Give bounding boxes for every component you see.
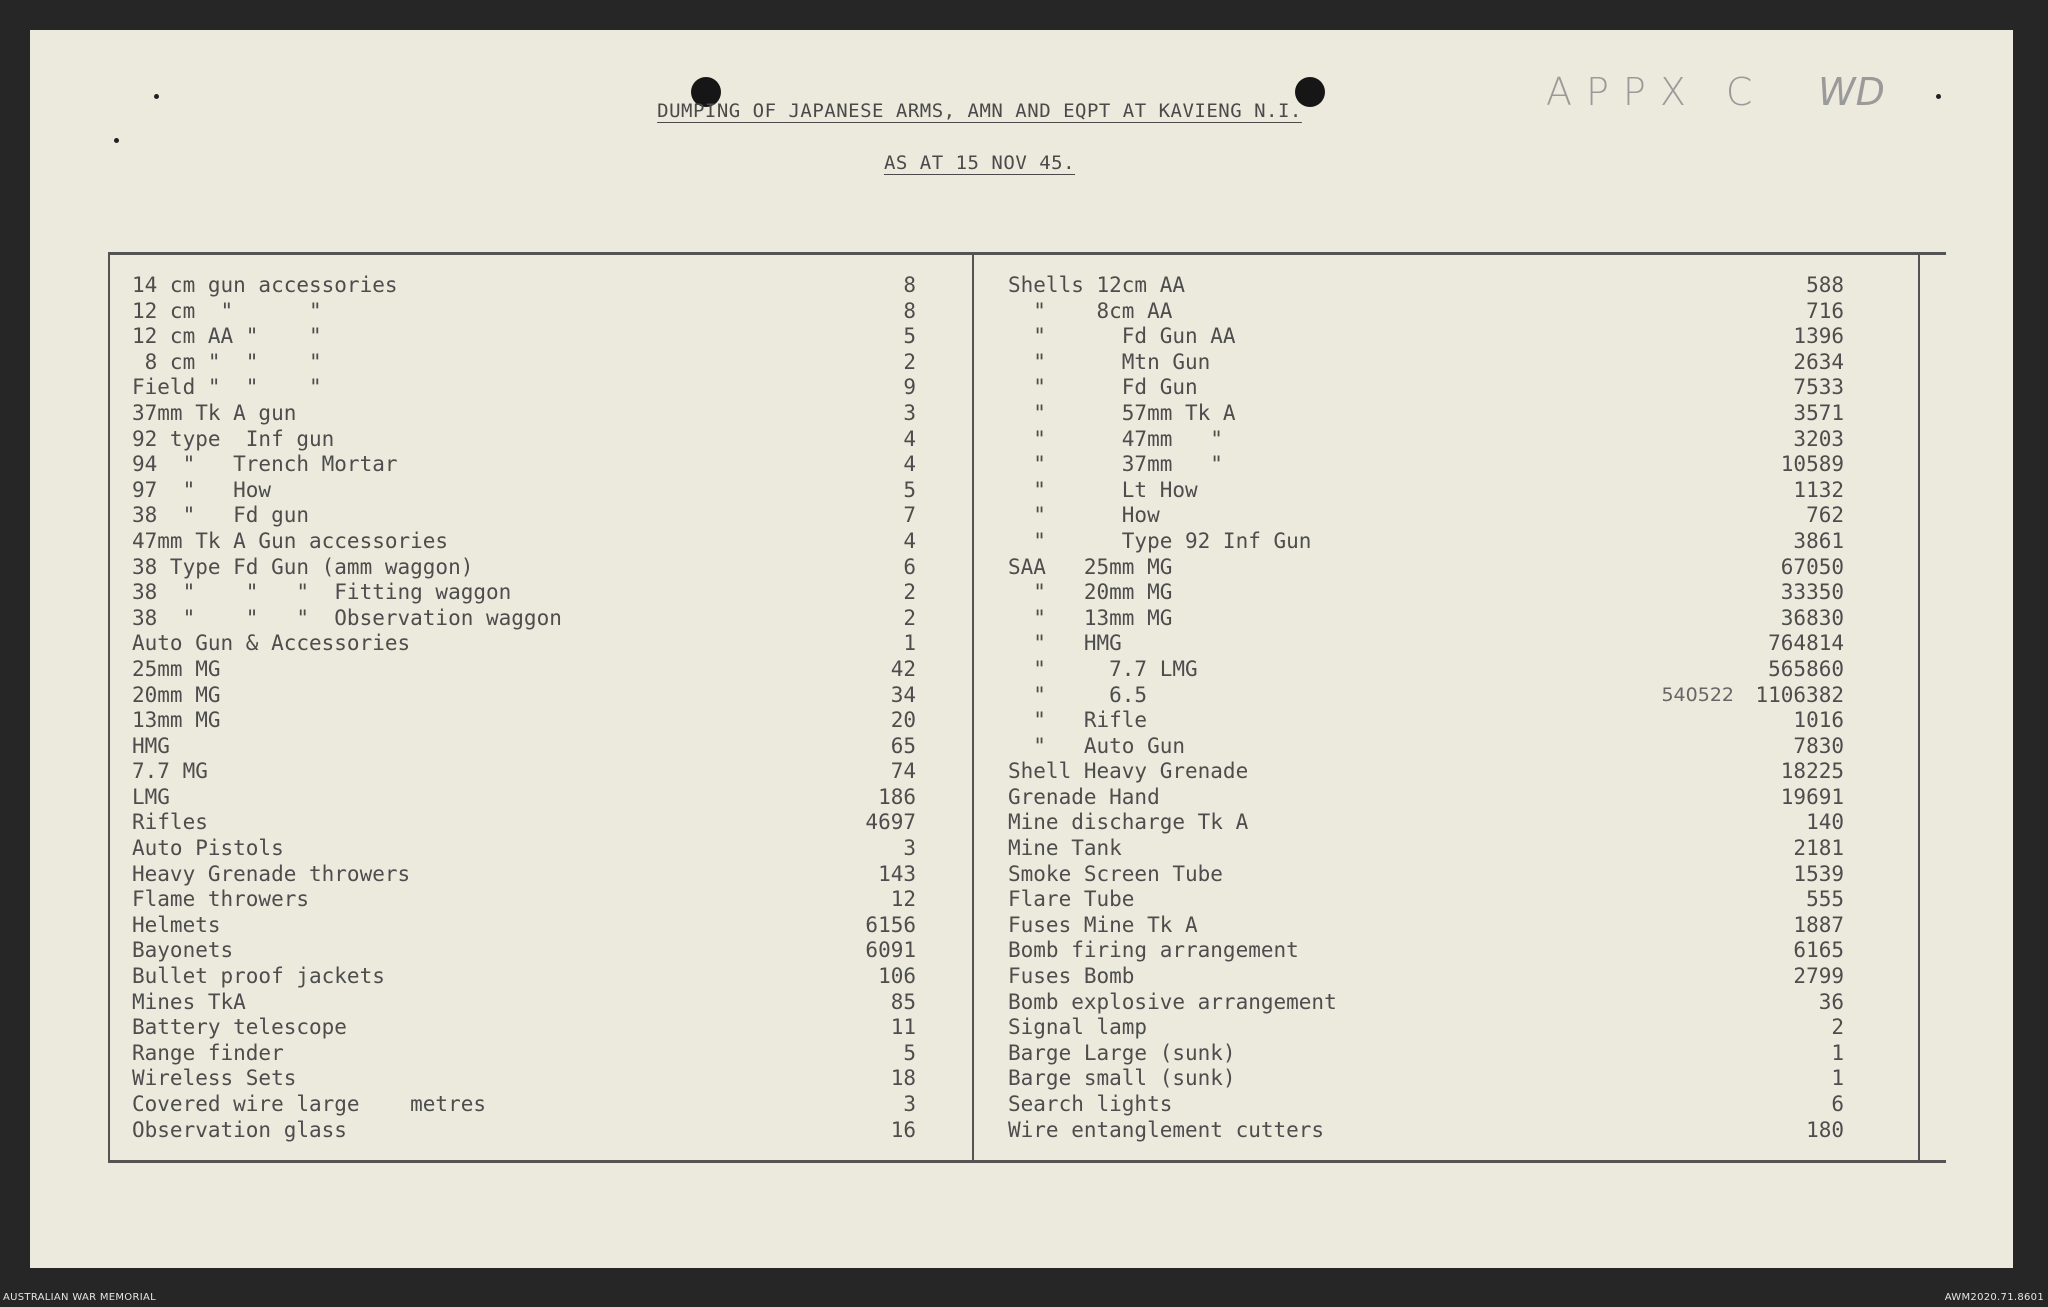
table-row <box>1008 350 1844 376</box>
item-label: 92 type Inf gun <box>132 426 335 451</box>
item-label: Auto Pistols <box>132 836 284 861</box>
item-label: Helmets <box>132 912 221 937</box>
item-label: Flare Tube <box>1008 887 1135 912</box>
column-divider <box>972 255 974 1160</box>
item-label: Field " " " <box>132 375 322 400</box>
table-row <box>132 938 916 964</box>
table-row <box>132 555 916 581</box>
item-label: " 6.5 <box>1008 682 1148 707</box>
table-row <box>132 810 916 836</box>
item-label: " 13mm MG <box>1008 605 1173 630</box>
item-quantity: 565860 <box>1768 656 1844 681</box>
item-label: Bayonets <box>132 938 234 963</box>
table-row <box>1008 631 1844 657</box>
item-label: 37mm Tk A gun <box>132 400 297 425</box>
item-quantity: 1106382 <box>1755 682 1844 707</box>
table-row <box>1008 887 1844 913</box>
item-quantity: 716 <box>1806 298 1844 323</box>
item-quantity: 588 <box>1806 273 1844 297</box>
item-quantity: 12 <box>890 887 916 912</box>
inventory-table <box>108 252 1946 1163</box>
item-label: " 8cm AA <box>1008 298 1173 323</box>
item-quantity: 180 <box>1806 1117 1844 1142</box>
item-label: Mine discharge Tk A <box>1008 810 1249 835</box>
item-label: " HMG <box>1008 631 1122 656</box>
item-label: Mines TkA <box>132 989 246 1014</box>
table-row <box>132 862 916 888</box>
footer-credit: AUSTRALIAN WAR MEMORIAL <box>3 1292 156 1303</box>
item-quantity: 2 <box>903 605 916 630</box>
table-row <box>132 452 916 478</box>
item-label: 12 cm AA " " <box>132 324 322 349</box>
table-row <box>1008 862 1844 888</box>
item-label: 25mm MG <box>132 656 221 681</box>
item-quantity: 2 <box>903 580 916 605</box>
table-row <box>1008 273 1844 299</box>
item-quantity: 762 <box>1806 503 1844 528</box>
ink-dot <box>154 94 159 99</box>
item-label: 14 cm gun accessories <box>132 273 398 297</box>
table-row <box>1008 1092 1844 1118</box>
item-quantity: 9 <box>903 375 916 400</box>
item-label: " 7.7 LMG <box>1008 656 1198 681</box>
item-quantity: 36 <box>1818 989 1844 1014</box>
item-label: Mine Tank <box>1008 836 1122 861</box>
item-label: Fuses Mine Tk A <box>1008 912 1198 937</box>
item-quantity: 1887 <box>1793 912 1844 937</box>
handwritten-correction: 540522 <box>1661 683 1734 706</box>
item-label: Bullet proof jackets <box>132 964 385 989</box>
table-row <box>1008 401 1844 427</box>
item-quantity: 67050 <box>1780 554 1844 579</box>
item-label: Observation glass <box>132 1117 347 1142</box>
item-quantity: 2634 <box>1793 349 1844 374</box>
item-label: 20mm MG <box>132 682 221 707</box>
item-quantity: 6 <box>1831 1092 1844 1116</box>
table-row <box>1008 1066 1844 1092</box>
item-label: " Auto Gun <box>1008 733 1186 758</box>
item-quantity: 140 <box>1806 810 1844 835</box>
item-label: 38 " " " Observation waggon <box>132 605 562 630</box>
table-row <box>132 836 916 862</box>
item-quantity: 10589 <box>1780 452 1844 477</box>
item-quantity: 1396 <box>1793 324 1844 349</box>
table-row <box>132 913 916 939</box>
table-row <box>132 734 916 760</box>
item-label: LMG <box>132 784 170 809</box>
item-label: Wire entanglement cutters <box>1008 1117 1325 1142</box>
item-label: Fuses Bomb <box>1008 964 1135 989</box>
item-quantity: 1 <box>1831 1066 1844 1091</box>
table-row <box>1008 683 1844 709</box>
item-label: Signal lamp <box>1008 1015 1148 1040</box>
item-quantity: 764814 <box>1768 631 1844 656</box>
item-quantity: 5 <box>903 477 916 502</box>
table-row <box>132 1015 916 1041</box>
item-quantity: 2181 <box>1793 836 1844 861</box>
item-quantity: 2799 <box>1793 964 1844 989</box>
item-label: 13mm MG <box>132 708 221 733</box>
item-label: 8 cm " " " <box>132 349 322 374</box>
wd-annotation: WD <box>1818 70 1885 114</box>
table-row <box>1008 990 1844 1016</box>
table-row <box>1008 964 1844 990</box>
item-quantity: 3 <box>903 1092 916 1116</box>
table-row <box>132 580 916 606</box>
item-quantity: 3203 <box>1793 426 1844 451</box>
item-quantity: 5 <box>903 1040 916 1065</box>
item-quantity: 7 <box>903 503 916 528</box>
table-row <box>132 759 916 785</box>
item-label: Shell Heavy Grenade <box>1008 759 1249 784</box>
item-quantity: 106 <box>878 964 916 989</box>
item-label: Rifles <box>132 810 208 835</box>
item-quantity: 2 <box>903 349 916 374</box>
appendix-annotation: APPX C <box>1546 70 1767 114</box>
item-quantity: 36830 <box>1780 605 1844 630</box>
item-quantity: 6091 <box>865 938 916 963</box>
table-row <box>132 631 916 657</box>
item-quantity: 74 <box>890 759 916 784</box>
item-label: 94 " Trench Mortar <box>132 452 398 477</box>
table-row <box>132 478 916 504</box>
item-quantity: 5 <box>903 324 916 349</box>
item-quantity: 3571 <box>1793 400 1844 425</box>
item-label: " How <box>1008 503 1160 528</box>
item-label: HMG <box>132 733 170 758</box>
item-label: " Fd Gun AA <box>1008 324 1236 349</box>
table-row <box>132 324 916 350</box>
table-row <box>1008 1015 1844 1041</box>
table-row <box>132 708 916 734</box>
table-row <box>132 606 916 632</box>
table-row <box>132 273 916 299</box>
item-quantity: 7533 <box>1793 375 1844 400</box>
item-quantity: 3 <box>903 400 916 425</box>
item-label: " Rifle <box>1008 708 1148 733</box>
item-quantity: 4697 <box>865 810 916 835</box>
item-quantity: 4 <box>903 426 916 451</box>
table-row <box>132 964 916 990</box>
ink-dot <box>1936 94 1941 99</box>
table-row <box>132 375 916 401</box>
item-label: Range finder <box>132 1040 284 1065</box>
table-row <box>1008 529 1844 555</box>
item-label: 97 " How <box>132 477 272 502</box>
table-row <box>132 1118 916 1144</box>
left-border <box>108 255 110 1160</box>
table-row <box>132 785 916 811</box>
item-quantity: 7830 <box>1793 733 1844 758</box>
left-column <box>132 273 916 1143</box>
item-label: 47mm Tk A Gun accessories <box>132 528 449 553</box>
item-label: " 37mm " <box>1008 452 1223 477</box>
item-quantity: 1016 <box>1793 708 1844 733</box>
item-label: " 20mm MG <box>1008 580 1173 605</box>
item-label: " 57mm Tk A <box>1008 400 1236 425</box>
item-label: Flame throwers <box>132 887 310 912</box>
table-row <box>1008 836 1844 862</box>
document-title: DUMPING OF JAPANESE ARMS, AMN AND EQPT AT KAVIENG N.I. <box>657 100 1302 122</box>
item-quantity: 33350 <box>1780 580 1844 605</box>
item-label: " Lt How <box>1008 477 1198 502</box>
ink-dot <box>114 138 119 143</box>
item-quantity: 4 <box>903 528 916 553</box>
table-row <box>132 1066 916 1092</box>
table-row <box>1008 375 1844 401</box>
item-label: " Fd Gun <box>1008 375 1198 400</box>
item-label: 38 Type Fd Gun (amm waggon) <box>132 554 474 579</box>
item-quantity: 6156 <box>865 912 916 937</box>
item-quantity: 18 <box>890 1066 916 1091</box>
item-label: Barge Large (sunk) <box>1008 1040 1236 1065</box>
item-quantity: 3 <box>903 836 916 861</box>
item-label: Bomb firing arrangement <box>1008 938 1299 963</box>
item-label: " 47mm " <box>1008 426 1223 451</box>
item-quantity: 1132 <box>1793 477 1844 502</box>
table-row <box>132 401 916 427</box>
item-label: Barge small (sunk) <box>1008 1066 1236 1091</box>
item-label: Bomb explosive arrangement <box>1008 989 1337 1014</box>
item-quantity: 1 <box>1831 1040 1844 1065</box>
item-label: Battery telescope <box>132 1015 347 1040</box>
item-label: Smoke Screen Tube <box>1008 861 1223 886</box>
item-quantity: 42 <box>890 656 916 681</box>
table-row <box>1008 478 1844 504</box>
table-row <box>132 427 916 453</box>
item-quantity: 6 <box>903 554 916 579</box>
item-label: 38 " Fd gun <box>132 503 310 528</box>
item-label: 7.7 MG <box>132 759 208 784</box>
item-label: Search lights <box>1008 1092 1173 1116</box>
table-row <box>1008 427 1844 453</box>
item-quantity: 3861 <box>1793 528 1844 553</box>
table-row <box>1008 580 1844 606</box>
item-quantity: 186 <box>878 784 916 809</box>
table-row <box>1008 324 1844 350</box>
item-label: " Mtn Gun <box>1008 349 1211 374</box>
table-row <box>1008 503 1844 529</box>
table-row <box>1008 913 1844 939</box>
table-row <box>132 503 916 529</box>
document-subtitle: AS AT 15 NOV 45. <box>883 152 1076 174</box>
table-row <box>1008 299 1844 325</box>
item-quantity: 8 <box>903 273 916 297</box>
item-quantity: 65 <box>890 733 916 758</box>
item-label: SAA 25mm MG <box>1008 554 1173 579</box>
item-label: Covered wire large metres <box>132 1092 487 1116</box>
item-label: 38 " " " Fitting waggon <box>132 580 512 605</box>
item-label: Grenade Hand <box>1008 784 1160 809</box>
item-quantity: 6165 <box>1793 938 1844 963</box>
table-row <box>1008 555 1844 581</box>
footer-accession: AWM2020.71.8601 <box>1944 1292 2044 1303</box>
table-row <box>1008 1118 1844 1144</box>
table-row <box>1008 657 1844 683</box>
item-quantity: 1539 <box>1793 861 1844 886</box>
document-page <box>30 30 2013 1268</box>
table-row <box>132 299 916 325</box>
table-row <box>1008 938 1844 964</box>
table-row <box>1008 708 1844 734</box>
item-quantity: 1 <box>903 631 916 656</box>
table-row <box>1008 759 1844 785</box>
table-row <box>132 887 916 913</box>
table-row <box>1008 785 1844 811</box>
table-row <box>132 683 916 709</box>
item-quantity: 8 <box>903 298 916 323</box>
table-row <box>1008 1041 1844 1067</box>
item-quantity: 11 <box>890 1015 916 1040</box>
item-quantity: 85 <box>890 989 916 1014</box>
item-quantity: 18225 <box>1780 759 1844 784</box>
table-row <box>1008 606 1844 632</box>
table-row <box>132 657 916 683</box>
table-row <box>132 1041 916 1067</box>
item-label: Shells 12cm AA <box>1008 273 1186 297</box>
item-quantity: 34 <box>890 682 916 707</box>
table-row <box>132 350 916 376</box>
item-quantity: 2 <box>1831 1015 1844 1040</box>
item-quantity: 19691 <box>1780 784 1844 809</box>
item-label: Auto Gun & Accessories <box>132 631 411 656</box>
item-label: " Type 92 Inf Gun <box>1008 528 1312 553</box>
item-label: Heavy Grenade throwers <box>132 861 411 886</box>
item-label: Wireless Sets <box>132 1066 297 1091</box>
table-row <box>1008 734 1844 760</box>
right-column <box>1008 273 1844 1143</box>
table-row <box>1008 810 1844 836</box>
item-quantity: 555 <box>1806 887 1844 912</box>
item-quantity: 4 <box>903 452 916 477</box>
table-row <box>132 990 916 1016</box>
table-row <box>132 529 916 555</box>
item-label: 12 cm " " <box>132 298 322 323</box>
item-quantity: 143 <box>878 861 916 886</box>
item-quantity: 16 <box>890 1117 916 1142</box>
right-border <box>1918 255 1920 1160</box>
table-row <box>132 1092 916 1118</box>
item-quantity: 20 <box>890 708 916 733</box>
table-row <box>1008 452 1844 478</box>
